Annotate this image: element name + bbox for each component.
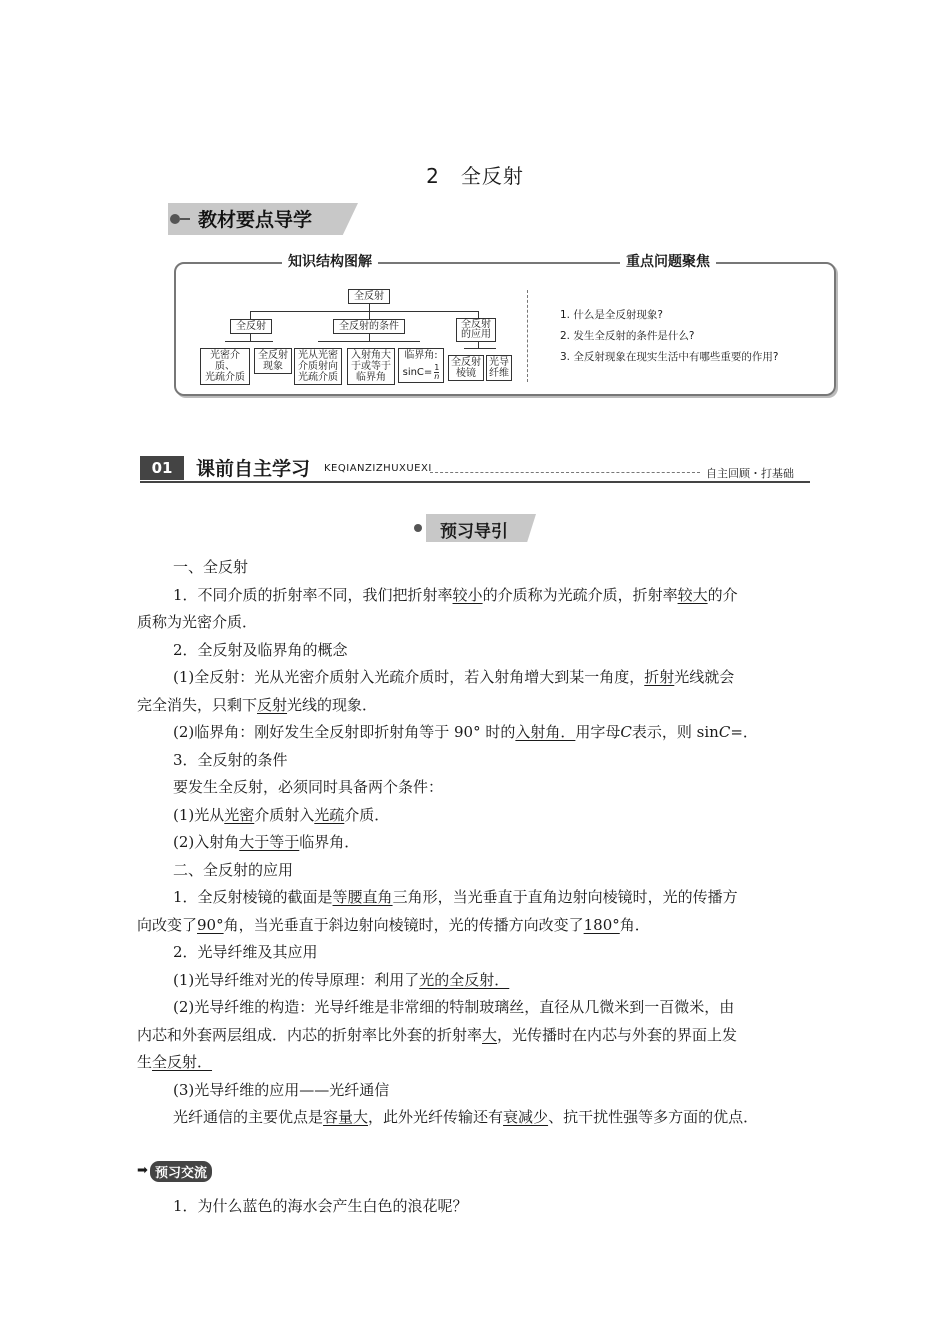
section-tagline: 自主回顾・打基础 [706,467,794,480]
exchange-content [137,1193,815,1221]
body-content [137,554,815,1132]
paragraph-line: (1)全反射：光从光密介质射入光疏介质时，若入射角增大到某一角度，折射光线就会 [173,668,735,686]
question-line: 1．为什么蓝色的海水会产生白色的浪花呢？ [173,1197,468,1215]
paragraph-line: 1．不同介质的折射率不同，我们把折射率较小的介质称为光疏介质，折射率较大的介 [173,585,738,604]
paragraph-line: 生全反射． [137,1053,213,1071]
tree-connector [369,333,370,341]
paragraph-line: (2)临界角：刚好发生全反射即折射角等于 90° 时的入射角．用字母C表示，则 sinC=． [173,723,758,741]
paragraph-line: (1)光导纤维对光的传导原理：利用了光的全反射． [173,970,510,989]
tree-connector [225,341,273,342]
frame-right-label: 重点问题聚焦 [620,251,716,271]
focus-question: 2. 发生全反射的条件是什么? [560,330,695,342]
paragraph-line: (2)入射角大于等于临界角． [173,833,360,851]
section-underline [140,481,810,483]
frame-divider [527,290,528,382]
tree-connector [369,303,370,311]
tree-leaf: 入射角大 于或等于 临界角 [347,348,395,385]
paragraph-line: 向改变了90°角，当光垂直于斜边射向棱镜时，光的传播方向改变了180°角． [137,915,650,934]
tree-leaf: 光密介质、 光疏介质 [200,348,250,385]
heading: 一、全反射 [173,558,249,576]
section-title: 课前自主学习 [196,458,311,480]
bullet-dot-icon [170,214,180,224]
tree-node-c: 全反射 的应用 [456,318,496,342]
tree-connector [250,311,251,319]
banner-title: 教材要点导学 [198,209,313,231]
paragraph-line: 1．全反射棱镜的截面是等腰直角三角形，当光垂直于直角边射向棱镜时，光的传播方 [173,888,738,906]
tree-connector [250,311,478,312]
banner-line [180,218,190,220]
paragraph-line: (2)光导纤维的构造：光导纤维是非常细的特制玻璃丝，直径从几微米到一百微米，由 [173,998,735,1016]
section-subtitle: KEQIANZIZHUXUEXI [324,463,432,474]
tree-node-b: 全反射的条件 [333,319,405,334]
arrow-right-icon: ➡ [137,1163,148,1178]
heading: 3．全反射的条件 [173,750,288,769]
tree-leaf-formula: 临界角: sinC= $\frac{1}{n}$ [398,348,444,383]
paragraph-line: 要发生全反射，必须同时具备两个条件： [173,778,444,796]
tree-leaf: 全反射 棱镜 [448,355,484,381]
tree-connector [250,333,251,341]
page-title: 2 全反射 [426,164,524,188]
section-badge: 01 [140,456,184,480]
focus-question: 1. 什么是全反射现象? [560,309,663,321]
tree-root: 全反射 [348,289,390,304]
bullet-dot-icon [414,524,422,532]
paragraph-line: 完全消失，只剩下反射光线的现象． [137,695,378,714]
paragraph-line: (3)光导纤维的应用——光纤通信 [173,1080,390,1099]
paragraph-line: (1)光从光密介质射入光疏介质． [173,805,390,824]
tree-connector [318,341,420,342]
exchange-label: 预习交流 [150,1161,212,1182]
tree-leaf: 光从光密 介质射向 光疏介质 [294,348,342,385]
tree-leaf: 光导 纤维 [486,355,512,381]
heading: 2．光导纤维及其应用 [173,943,318,961]
tree-node-a: 全反射 [230,319,272,334]
heading: 2．全反射及临界角的概念 [173,640,348,659]
paragraph-line: 光纤通信的主要优点是容量大，此外光纤传输还有衰减少、抗干扰性强等多方面的优点． [173,1108,759,1126]
tree-leaf: 全反射 现象 [254,348,292,374]
paragraph-line: 质称为光密介质． [137,613,258,631]
tree-connector [369,311,370,319]
section-dash-line [430,472,700,473]
focus-question: 3. 全反射现象在现实生活中有哪些重要的作用? [560,351,779,363]
frame-left-label: 知识结构图解 [282,251,378,271]
tree-connector [464,348,496,349]
paragraph-line: 内芯和外套两层组成．内芯的折射率比外套的折射率大，光传播时在内芯与外套的界面上发 [137,1025,738,1044]
sub-banner-title: 预习导引 [440,522,508,542]
heading: 二、全反射的应用 [173,860,294,879]
